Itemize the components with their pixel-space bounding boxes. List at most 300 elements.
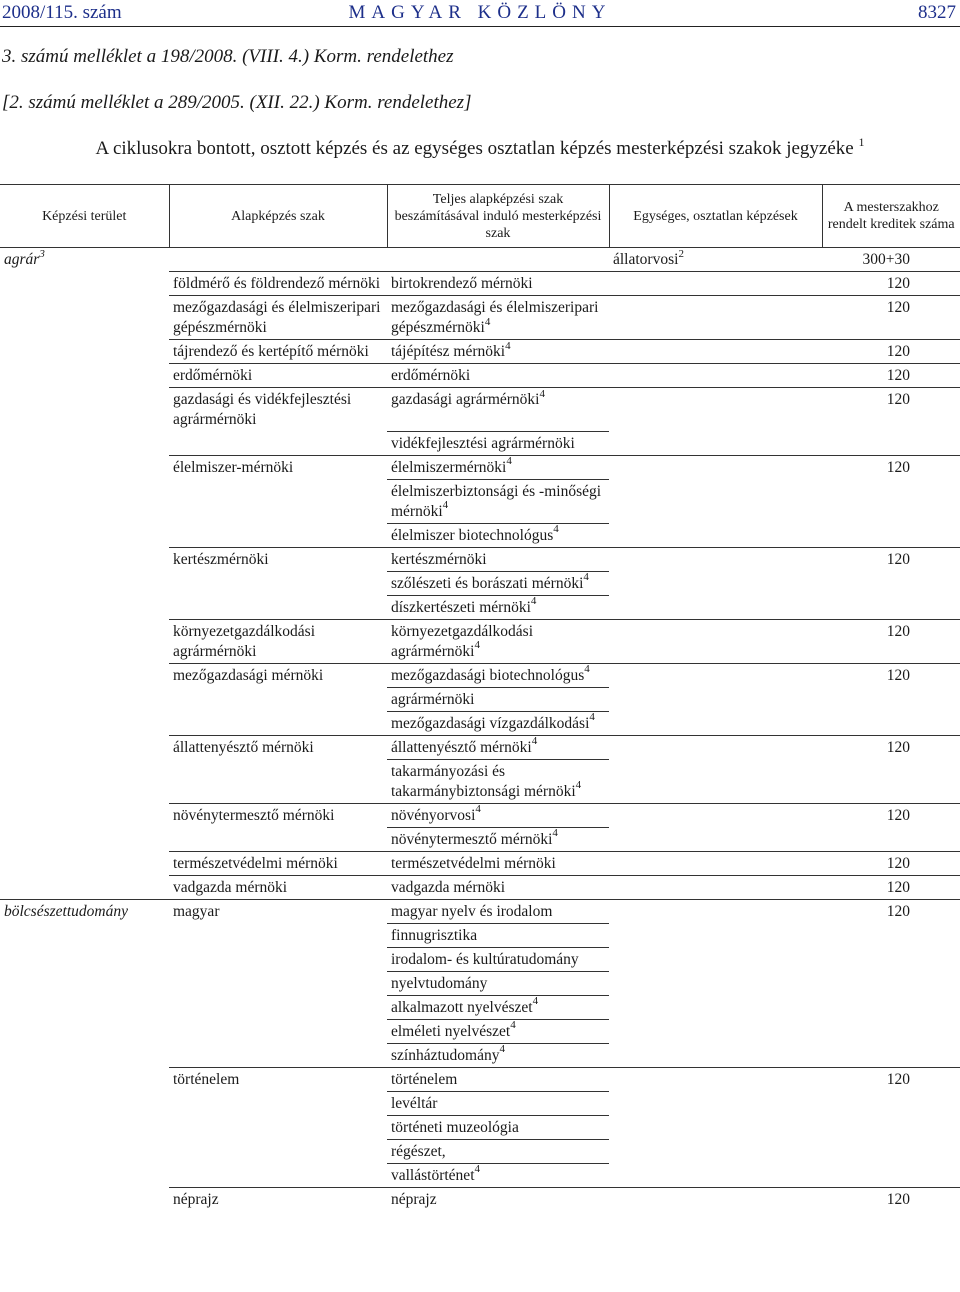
unified-cell (609, 523, 822, 547)
unified-cell (609, 759, 822, 803)
credits-cell (822, 663, 960, 687)
table-row (0, 735, 960, 759)
bachelor-cell (169, 619, 387, 663)
area-cell (0, 687, 169, 711)
area-cell (0, 388, 169, 432)
column-header-bachelor: Alapképzés szak (169, 185, 387, 248)
footnote-mark: 2 (678, 247, 684, 260)
unified-cell (609, 455, 822, 479)
area-cell (0, 1091, 169, 1115)
bachelor-cell (169, 803, 387, 827)
master-cell-text: vidékfejlesztési agrármérnöki (391, 434, 575, 452)
area-cell (0, 619, 169, 663)
area-cell (0, 995, 169, 1019)
master-cell (387, 296, 609, 340)
master-cell (387, 735, 609, 759)
footnote-mark: 4 (575, 779, 582, 792)
master-cell-text: élelmiszer biotechnológus (391, 526, 554, 544)
credits-cell (822, 899, 960, 923)
unified-cell (609, 431, 822, 455)
master-cell (387, 711, 609, 735)
master-cell-text: gazdasági agrármérnöki (391, 391, 540, 408)
master-cell-text: régészet, (391, 1142, 446, 1160)
column-header-area: Képzési terület (0, 185, 169, 248)
footnote-mark: 4 (510, 1019, 516, 1032)
master-cell-text: színháztudomány (391, 1046, 500, 1064)
bachelor-cell-text: környezetgazdálkodási agrármérnöki (173, 622, 316, 660)
column-header-master: Teljes alapképzési szak beszámításával induló mesterképzési szak (387, 185, 609, 248)
credits-cell-text: 120 (886, 622, 910, 640)
bachelor-cell (169, 971, 387, 995)
bachelor-cell (169, 431, 387, 455)
table-body (0, 248, 960, 1211)
credits-cell (822, 759, 960, 803)
table-row (0, 296, 960, 340)
bachelor-cell (169, 388, 387, 432)
footnote-mark: 4 (484, 315, 491, 328)
unified-cell (609, 1091, 822, 1115)
master-cell (387, 995, 609, 1019)
unified-cell (609, 687, 822, 711)
table-row (0, 947, 960, 971)
area-cell (0, 875, 169, 899)
master-cell (387, 571, 609, 595)
credits-cell-text: 120 (886, 1190, 910, 1208)
area-cell (0, 1019, 169, 1043)
master-cell-text: növényorvosi (391, 806, 476, 824)
master-cell (387, 340, 609, 364)
unified-cell (609, 899, 822, 923)
credits-cell (822, 1115, 960, 1139)
area-cell (0, 1115, 169, 1139)
table-row (0, 875, 960, 899)
bachelor-cell (169, 759, 387, 803)
unified-cell (609, 947, 822, 971)
master-cell-text: nyelvtudomány (391, 974, 488, 992)
credits-cell (822, 571, 960, 595)
master-cell (387, 803, 609, 827)
master-cell (387, 1067, 609, 1091)
unified-cell (609, 340, 822, 364)
bachelor-cell-text: néprajz (173, 1190, 219, 1208)
master-cell-text: magyar nyelv és irodalom (391, 902, 553, 920)
area-cell (0, 759, 169, 803)
credits-cell (822, 1163, 960, 1187)
master-cell (387, 663, 609, 687)
unified-cell (609, 1187, 822, 1211)
footnote-mark: 4 (539, 387, 545, 400)
area-cell (0, 455, 169, 479)
area-cell (0, 248, 169, 272)
table-row (0, 687, 960, 711)
footnote-mark: 4 (584, 663, 590, 676)
credits-cell (822, 595, 960, 619)
bachelor-cell-text: állattenyésztő mérnöki (173, 738, 314, 756)
bachelor-cell (169, 687, 387, 711)
table-row (0, 388, 960, 432)
table-row (0, 663, 960, 687)
area-cell (0, 899, 169, 923)
table-row (0, 340, 960, 364)
master-cell-text: irodalom- és kultúratudomány (391, 950, 579, 968)
credits-cell-text: 120 (886, 902, 910, 920)
credits-cell-text: 120 (886, 391, 910, 408)
table-row (0, 803, 960, 827)
unified-cell-text: állatorvosi (613, 251, 679, 268)
master-cell-text: élelmiszermérnöki (391, 458, 507, 476)
footnote-mark: 4 (499, 1043, 505, 1056)
table-row (0, 1043, 960, 1067)
master-cell (387, 619, 609, 663)
bachelor-cell (169, 272, 387, 296)
unified-cell (609, 364, 822, 388)
bachelor-cell-text: természetvédelmi mérnöki (173, 854, 338, 872)
area-cell (0, 340, 169, 364)
credits-cell (822, 248, 960, 272)
area-cell (0, 571, 169, 595)
credits-cell (822, 711, 960, 735)
area-cell (0, 711, 169, 735)
footnote-mark: 4 (505, 339, 511, 352)
area-cell (0, 431, 169, 455)
bachelor-cell (169, 947, 387, 971)
table-header-row (0, 185, 960, 248)
column-header-unified: Egységes, osztatlan képzések (609, 185, 822, 248)
master-cell (387, 1139, 609, 1163)
table-row (0, 1115, 960, 1139)
master-cell-text: szőlészeti és borászati mérnöki (391, 574, 584, 592)
master-cell-text: agrármérnöki (391, 690, 475, 708)
credits-cell (822, 851, 960, 875)
table-row (0, 899, 960, 923)
bachelor-cell-text: magyar (173, 902, 220, 920)
master-cell (387, 759, 609, 803)
unified-cell (609, 735, 822, 759)
credits-cell-text: 120 (886, 854, 910, 872)
area-cell (0, 547, 169, 571)
unified-cell (609, 296, 822, 340)
area-cell (0, 971, 169, 995)
unified-cell (609, 1115, 822, 1139)
master-cell-text: természetvédelmi mérnöki (391, 854, 556, 872)
table-row (0, 248, 960, 272)
master-cell (387, 1091, 609, 1115)
bachelor-cell (169, 711, 387, 735)
journal-name: MAGYAR KÖZLÖNY (348, 2, 612, 23)
bachelor-cell (169, 851, 387, 875)
bachelor-cell (169, 523, 387, 547)
master-cell-text: erdőmérnöki (391, 367, 471, 384)
area-cell (0, 923, 169, 947)
table-row (0, 995, 960, 1019)
credits-cell-text: 120 (886, 550, 910, 568)
master-cell-text: vallástörténet (391, 1166, 475, 1184)
table-row (0, 1067, 960, 1091)
table-row (0, 455, 960, 479)
bachelor-cell (169, 923, 387, 947)
table-row (0, 1139, 960, 1163)
bachelor-cell (169, 1043, 387, 1067)
area-cell-text: bölcsészettudomány (4, 902, 128, 920)
bachelor-cell-text: tájrendező és kertépítő mérnöki (173, 343, 369, 360)
footnote-mark: 4 (475, 803, 481, 816)
table-row (0, 619, 960, 663)
area-cell (0, 364, 169, 388)
credits-cell-text: 120 (886, 299, 910, 316)
master-cell-text: birtokrendező mérnöki (391, 275, 533, 292)
unified-cell (609, 923, 822, 947)
issue-number: 2008/115. szám (2, 2, 122, 23)
area-cell-text: agrár (4, 251, 40, 268)
master-cell-text: növénytermesztő mérnöki (391, 830, 553, 848)
unified-cell (609, 619, 822, 663)
area-cell (0, 1067, 169, 1091)
master-cell-text: alkalmazott nyelvészet (391, 998, 533, 1016)
table-row (0, 272, 960, 296)
credits-cell (822, 1019, 960, 1043)
footnote-mark: 4 (474, 1163, 480, 1176)
credits-cell-text: 120 (886, 367, 910, 384)
table-row (0, 523, 960, 547)
table-row (0, 547, 960, 571)
master-cell (387, 479, 609, 523)
area-cell (0, 1043, 169, 1067)
credits-cell (822, 1067, 960, 1091)
master-cell (387, 971, 609, 995)
master-cell (387, 455, 609, 479)
table-row (0, 479, 960, 523)
credits-cell-text: 120 (886, 666, 910, 684)
credits-cell (822, 455, 960, 479)
unified-cell (609, 1139, 822, 1163)
credits-cell (822, 1187, 960, 1211)
bachelor-cell-text: gazdasági és vidékfejlesztési agrármérnöki (173, 391, 352, 428)
bachelor-cell (169, 1139, 387, 1163)
annex-reference-original: [2. számú melléklet a 289/2005. (XII. 22.) Korm. rendelethez] (2, 92, 472, 113)
credits-cell (822, 875, 960, 899)
master-cell (387, 595, 609, 619)
master-cell-text: levéltár (391, 1094, 438, 1112)
footnote-mark: 4 (474, 639, 480, 652)
credits-cell (822, 272, 960, 296)
title-footnote-mark: 1 (858, 134, 865, 149)
credits-cell (822, 547, 960, 571)
credits-cell (822, 296, 960, 340)
master-cell-text: kertészmérnöki (391, 550, 487, 568)
bachelor-cell-text: kertészmérnöki (173, 550, 269, 568)
footnote-mark: 3 (39, 247, 45, 260)
footnote-mark: 4 (552, 827, 558, 840)
unified-cell (609, 272, 822, 296)
table-row (0, 923, 960, 947)
document-title (0, 134, 960, 160)
credits-cell (822, 1139, 960, 1163)
credits-cell-text: 120 (886, 343, 910, 360)
bachelor-cell-text: vadgazda mérnöki (173, 878, 288, 896)
unified-cell (609, 595, 822, 619)
footnote-mark: 4 (583, 571, 589, 584)
footnote-mark: 4 (531, 735, 538, 748)
bachelor-cell (169, 595, 387, 619)
unified-cell (609, 571, 822, 595)
master-cell-text: történelem (391, 1070, 458, 1088)
master-cell (387, 1115, 609, 1139)
unified-cell (609, 851, 822, 875)
area-cell (0, 479, 169, 523)
credits-cell (822, 947, 960, 971)
bachelor-cell-text: történelem (173, 1070, 240, 1088)
area-cell (0, 663, 169, 687)
bachelor-cell (169, 1019, 387, 1043)
unified-cell (609, 1043, 822, 1067)
credits-cell (822, 923, 960, 947)
bachelor-cell (169, 827, 387, 851)
credits-cell (822, 479, 960, 523)
master-cell (387, 1043, 609, 1067)
master-cell-text: környezetgazdálkodási agrármérnöki (391, 622, 534, 660)
table-row (0, 971, 960, 995)
bachelor-cell (169, 1163, 387, 1187)
page-header (0, 0, 960, 28)
master-cell (387, 827, 609, 851)
master-cell (387, 1187, 609, 1211)
credits-cell (822, 1091, 960, 1115)
bachelor-cell (169, 663, 387, 687)
page-number: 8327 (918, 2, 956, 23)
area-cell (0, 827, 169, 851)
bachelor-cell (169, 571, 387, 595)
unified-cell (609, 711, 822, 735)
table-row (0, 571, 960, 595)
master-cell-text: állattenyésztő mérnöki (391, 738, 532, 756)
area-cell (0, 851, 169, 875)
bachelor-cell (169, 479, 387, 523)
footnote-mark: 4 (589, 711, 595, 724)
master-cell-text: mezőgazdasági biotechnológus (391, 666, 585, 684)
footnote-mark: 4 (530, 595, 537, 608)
bachelor-cell (169, 340, 387, 364)
master-cell (387, 523, 609, 547)
credits-cell (822, 735, 960, 759)
table-row (0, 1187, 960, 1211)
master-cell-text: mezőgazdasági és élelmiszeripari gépészmérnöki (391, 299, 599, 336)
master-cell-text: takarmányozási és takarmánybiztonsági mérnöki (391, 762, 576, 800)
column-header-credits: A mesterszakhoz rendelt kreditek száma (822, 185, 960, 248)
unified-cell (609, 1019, 822, 1043)
master-cell-text: történeti muzeológia (391, 1118, 519, 1136)
annex-reference: 3. számú melléklet a 198/2008. (VIII. 4.) Korm. rendelethez (2, 46, 454, 67)
bachelor-cell-text: élelmiszer-mérnöki (173, 458, 294, 476)
footnote-mark: 4 (553, 523, 559, 536)
table-row (0, 1163, 960, 1187)
area-cell (0, 1187, 169, 1211)
master-cell (387, 923, 609, 947)
area-cell (0, 1139, 169, 1163)
credits-cell-text: 120 (886, 878, 910, 896)
unified-cell (609, 388, 822, 432)
bachelor-cell (169, 899, 387, 923)
credits-cell (822, 388, 960, 432)
table-row (0, 595, 960, 619)
master-cell (387, 272, 609, 296)
master-cell-text: vadgazda mérnöki (391, 878, 506, 896)
footnote-mark: 4 (506, 455, 512, 468)
table-row (0, 827, 960, 851)
master-cell-text: tájépítész mérnöki (391, 343, 506, 360)
master-cell-text: finnugrisztika (391, 926, 478, 944)
table-row (0, 711, 960, 735)
table-row (0, 851, 960, 875)
credits-cell (822, 971, 960, 995)
area-cell (0, 595, 169, 619)
unified-cell (609, 995, 822, 1019)
credits-cell (822, 340, 960, 364)
credits-cell (822, 803, 960, 827)
master-cell-text: elméleti nyelvészet (391, 1022, 511, 1040)
unified-cell (609, 479, 822, 523)
master-cell (387, 899, 609, 923)
master-cell (387, 875, 609, 899)
area-cell (0, 272, 169, 296)
bachelor-cell (169, 1067, 387, 1091)
area-cell (0, 523, 169, 547)
footnote-mark: 4 (532, 995, 539, 1008)
bachelor-cell-text: erdőmérnöki (173, 367, 253, 384)
area-cell (0, 1163, 169, 1187)
master-cell-text: élelmiszerbiztonsági és -minőségi mérnöki (391, 482, 602, 520)
credits-cell-text: 120 (886, 806, 910, 824)
bachelor-cell-text: mezőgazdasági mérnöki (173, 666, 324, 684)
credits-cell (822, 523, 960, 547)
credits-cell-text: 120 (886, 275, 910, 292)
unified-cell (609, 663, 822, 687)
credits-cell-text: 120 (886, 1070, 910, 1088)
title-text: A ciklusokra bontott, osztott képzés és az egységes osztatlan képzés mesterképzési szakok jegyzéke (95, 138, 854, 159)
master-cell-text: mezőgazdasági vízgazdálkodási (391, 714, 590, 732)
credits-cell (822, 687, 960, 711)
bachelor-cell (169, 364, 387, 388)
unified-cell (609, 1163, 822, 1187)
bachelor-cell (169, 296, 387, 340)
bachelor-cell (169, 1115, 387, 1139)
unified-cell (609, 547, 822, 571)
credits-cell (822, 619, 960, 663)
table-row (0, 1019, 960, 1043)
master-cell (387, 547, 609, 571)
credits-cell (822, 995, 960, 1019)
credits-cell-text: 120 (886, 458, 910, 476)
bachelor-cell-text: mezőgazdasági és élelmiszeripari gépészmérnöki (173, 299, 381, 336)
credits-cell (822, 364, 960, 388)
credits-cell-text: 300+30 (862, 251, 910, 268)
unified-cell (609, 1067, 822, 1091)
area-cell (0, 296, 169, 340)
programs-table (0, 184, 960, 1211)
area-cell (0, 735, 169, 759)
master-cell (387, 1163, 609, 1187)
area-cell (0, 803, 169, 827)
bachelor-cell-text: növénytermesztő mérnöki (173, 806, 335, 824)
master-cell-text: néprajz (391, 1190, 437, 1208)
bachelor-cell (169, 1091, 387, 1115)
master-cell (387, 1019, 609, 1043)
credits-cell (822, 1043, 960, 1067)
unified-cell (609, 875, 822, 899)
bachelor-cell (169, 995, 387, 1019)
unified-cell (609, 248, 822, 272)
master-cell (387, 687, 609, 711)
bachelor-cell-text: földmérő és földrendező mérnöki (173, 275, 381, 292)
